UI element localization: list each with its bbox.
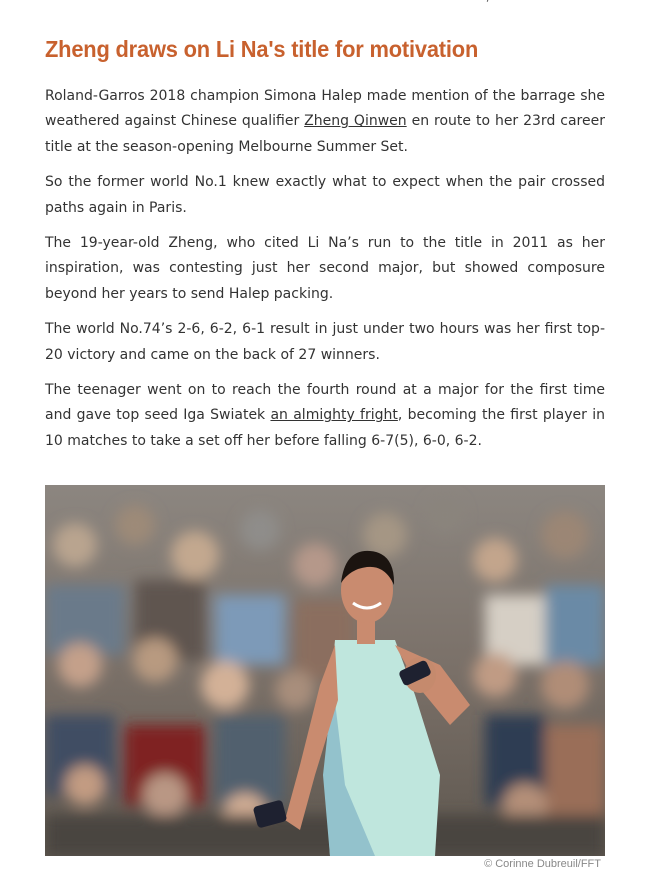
paragraph-3: The 19-year-old Zheng, who cited Li Na’s run to the title in 2011 as her inspiration, was contesting just her second major, but showed composure beyond her years to send Halep packing. (45, 235, 605, 302)
paragraph-2: So the former world No.1 knew exactly what to expect when the pair crossed paths again in Paris. (45, 174, 605, 216)
paragraph-1-text-a: Roland-Garros 2018 champion Simona Halep made mention of the barrage she weathered against Chinese qualifier (45, 88, 605, 130)
zheng-qinwen-link[interactable]: Zheng Qinwen (304, 113, 407, 130)
paragraph-5-text-b: , becoming the first player in 10 matches to take a set off her before falling 6-7(5), 6-0, 6-2. (45, 407, 605, 449)
paragraph-1-text-b: en route to her 23rd career title at the season-opening Melbourne Summer Set. (45, 113, 605, 155)
photo-credit: © Corinne Dubreuil/FFT (484, 858, 601, 870)
paragraph-1 (45, 84, 605, 160)
article-heading: Zheng draws on Li Na's title for motivation (45, 36, 479, 62)
truncated-glyph (486, 0, 492, 1)
paragraph-5-text-a: The teenager went on to reach the fourth round at a major for the first time and gave top seed Iga Swiatek (45, 382, 605, 424)
zheng-celebration-photo (45, 485, 605, 856)
paragraph-4: The world No.74’s 2-6, 6-2, 6-1 result in just under two hours was her first top-20 victory and came on the back of 27 winners. (45, 321, 605, 363)
paragraph-5 (45, 378, 605, 454)
article-body (45, 30, 605, 464)
almighty-fright-link[interactable]: an almighty fright (270, 407, 398, 424)
article-photo (45, 485, 605, 856)
